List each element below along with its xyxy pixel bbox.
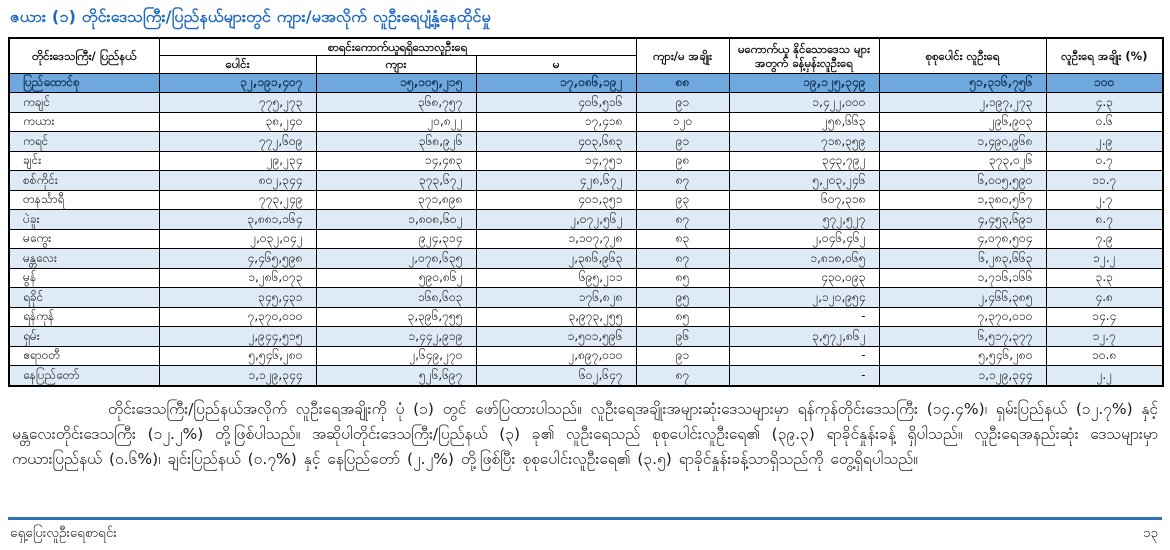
- footer-rule: [8, 517, 1162, 520]
- grand-total-cell: ၆,၀၀၅,၅၉၀: [879, 171, 1046, 191]
- table-row: [9, 268, 1163, 288]
- region-cell: ရခိုင်: [9, 288, 159, 308]
- male-cell: ၂,၆၄၉,၂၇၀: [316, 346, 476, 366]
- population-table: [8, 37, 1164, 387]
- header-female: မ: [476, 56, 636, 73]
- male-cell: ၃၆၈,၇၅၇: [316, 93, 476, 113]
- grand-total-cell: ၄,၄၅၃,၆၉၁: [879, 210, 1046, 230]
- estimated-cell: ၁,၄၂၂,၀၀၀: [729, 93, 879, 113]
- female-cell: ၁,၁၀၇,၇၂၈: [476, 229, 636, 249]
- male-cell: ၃၇၃,၆၇၂: [316, 171, 476, 191]
- female-cell: ၁၄,၇၅၁: [476, 151, 636, 171]
- page-title: ဇယား (၁) တိုင်းဒေသကြီး/ပြည်နယ်များတွင် ကျား/မအလိုက် လူဦးရေပျံ့နှံ့နေထိုင်မှု: [10, 7, 491, 26]
- sex-ratio-cell: ၈၈: [636, 73, 729, 93]
- female-cell: ၁၇,၀၈၆,၁၉၂: [476, 73, 636, 93]
- enumerated-total-cell: ၃၈,၂၄၀: [159, 112, 316, 132]
- estimated-cell: ၇၁၈,၃၅၉: [729, 132, 879, 152]
- percent-cell: ၁၀၀: [1046, 73, 1163, 93]
- table-row: [9, 132, 1163, 152]
- estimated-cell: ၁,၈၁၈,၀၆၅: [729, 249, 879, 269]
- region-cell: မွန်: [9, 268, 159, 288]
- enumerated-total-cell: ၇၇၅,၂၇၃: [159, 93, 316, 113]
- estimated-cell: ၆၀၇,၃၁၈: [729, 190, 879, 210]
- female-cell: ၄၂၈,၆၇၂: [476, 171, 636, 191]
- estimated-cell: ၂,၀၄၆,၄၆၂: [729, 229, 879, 249]
- male-cell: ၁,၈၀၈,၆၀၂: [316, 210, 476, 230]
- female-cell: ၁၇,၄၁၈: [476, 112, 636, 132]
- male-cell: ၁၄,၄၈၃: [316, 151, 476, 171]
- estimated-cell: ၃,၅၇၂,၈၆၂: [729, 327, 879, 347]
- sex-ratio-cell: ၁၂၀: [636, 112, 729, 132]
- grand-total-cell: ၂၉၆,၉၀၃: [879, 112, 1046, 132]
- female-cell: ၂,၈၉၇,၀၁၀: [476, 346, 636, 366]
- percent-cell: ၄.၈: [1046, 288, 1163, 308]
- region-cell: စစ်ကိုင်း: [9, 171, 159, 191]
- region-cell: ရန်ကုန်: [9, 307, 159, 327]
- enumerated-total-cell: ၇၇၂,၆၀၉: [159, 132, 316, 152]
- region-cell: နေပြည်တော်: [9, 366, 159, 386]
- enumerated-total-cell: ၁,၁၂၉,၃၄၄: [159, 366, 316, 386]
- table-row: [9, 249, 1163, 269]
- table-row: [9, 171, 1163, 191]
- sex-ratio-cell: ၈၅: [636, 307, 729, 327]
- estimated-cell: -: [729, 366, 879, 386]
- sex-ratio-cell: ၈၇: [636, 249, 729, 269]
- percent-cell: ၁၀.၈: [1046, 346, 1163, 366]
- enumerated-total-cell: ၂,၀၃၂,၀၄၂: [159, 229, 316, 249]
- percent-cell: ၃.၃: [1046, 268, 1163, 288]
- region-cell: ချင်း: [9, 151, 159, 171]
- table-row: [9, 210, 1163, 230]
- grand-total-cell: ၁,၇၁၆,၁၆၆: [879, 268, 1046, 288]
- male-cell: ၃,၃၉၆,၇၅၅: [316, 307, 476, 327]
- region-cell: တနင်္သာရီ: [9, 190, 159, 210]
- enumerated-total-cell: ၂,၉၄၄,၅၁၅: [159, 327, 316, 347]
- table-row: [9, 112, 1163, 132]
- header-region: တိုင်းဒေသကြီး/ ပြည်နယ်: [9, 38, 159, 73]
- enumerated-total-cell: ၈၀၂,၃၄၄: [159, 171, 316, 191]
- enumerated-total-cell: ၂၉,၂၃၄: [159, 151, 316, 171]
- male-cell: ၅၉၀,၈၆၂: [316, 268, 476, 288]
- estimated-cell: ၂,၁၂၀,၉၅၄: [729, 288, 879, 308]
- header-percent: လူဦးရေ အချိုး (%): [1046, 38, 1163, 73]
- grand-total-cell: ၂,၄၆၆,၃၈၅: [879, 288, 1046, 308]
- region-cell: မန္တလေး: [9, 249, 159, 269]
- enumerated-total-cell: ၃၂,၁၉၁,၄၀၇: [159, 73, 316, 93]
- table-row: [9, 151, 1163, 171]
- percent-cell: ၇.၉: [1046, 229, 1163, 249]
- female-cell: ၆၉၅,၂၁၁: [476, 268, 636, 288]
- table-row: [9, 73, 1163, 93]
- sex-ratio-cell: ၈၃: [636, 229, 729, 249]
- estimated-cell: ၂၅၈,၆၆၃: [729, 112, 879, 132]
- header-total: ပေါင်း: [159, 56, 316, 73]
- grand-total-cell: ၆,၅၁၇,၃၇၇: [879, 327, 1046, 347]
- enumerated-total-cell: ၅,၅၄၆,၂၈၀: [159, 346, 316, 366]
- estimated-cell: ၁၉,၁၂၅,၃၄၉: [729, 73, 879, 93]
- sex-ratio-cell: ၉၁: [636, 346, 729, 366]
- female-cell: ၂,၀၇၂,၅၆၂: [476, 210, 636, 230]
- grand-total-cell: ၂,၁၉၇,၂၇၃: [879, 93, 1046, 113]
- footer-page-number: ၁၃: [1142, 525, 1158, 541]
- header-estimated: မကောက်ယူ နိုင်သောဒေသ များအတွက် ခန့်မှန်းလူဦးရေ: [729, 38, 879, 73]
- header-male: ကျား: [316, 56, 476, 73]
- enumerated-total-cell: ၃,၈၈၁,၁၆၄: [159, 210, 316, 230]
- table-row: [9, 288, 1163, 308]
- region-cell: ကရင်: [9, 132, 159, 152]
- header-sex-ratio: ကျား/မ အချိုး: [636, 38, 729, 73]
- table-row: [9, 190, 1163, 210]
- table-row: [9, 93, 1163, 113]
- enumerated-total-cell: ၁,၂၈၆,၀၇၃: [159, 268, 316, 288]
- grand-total-cell: ၁,၃၈၀,၅၆၇: [879, 190, 1046, 210]
- female-cell: ၁၇၆,၈၂၈: [476, 288, 636, 308]
- female-cell: ၂,၃၈၆,၉၆၃: [476, 249, 636, 269]
- percent-cell: ၁၂.၂: [1046, 249, 1163, 269]
- female-cell: ၃,၉၇၃,၂၅၅: [476, 307, 636, 327]
- male-cell: ၂၀,၈၂၂: [316, 112, 476, 132]
- male-cell: ၂,၀၇၈,၆၃၅: [316, 249, 476, 269]
- female-cell: ၄၀၃,၆၈၃: [476, 132, 636, 152]
- estimated-cell: ၄၃၀,၀၉၃: [729, 268, 879, 288]
- region-cell: ပြည်ထောင်စု: [9, 73, 159, 93]
- sex-ratio-cell: ၉၃: [636, 190, 729, 210]
- enumerated-total-cell: ၃၄၅,၄၃၁: [159, 288, 316, 308]
- estimated-cell: ၃၄၃,၇၉၂: [729, 151, 879, 171]
- table-row: [9, 307, 1163, 327]
- male-cell: ၉၂၄,၃၁၄: [316, 229, 476, 249]
- region-cell: ပဲခူး: [9, 210, 159, 230]
- grand-total-cell: ၁,၁၂၉,၃၄၄: [879, 366, 1046, 386]
- male-cell: ၅၂၆,၆၉၇: [316, 366, 476, 386]
- sex-ratio-cell: ၈၅: [636, 268, 729, 288]
- percent-cell: ၂.၉: [1046, 132, 1163, 152]
- percent-cell: ၂.၂: [1046, 366, 1163, 386]
- female-cell: ၆၀၂,၆၄၇: [476, 366, 636, 386]
- footer-label: ရှေ့ပြေးလူဦးရေစာရင်း: [10, 525, 117, 541]
- percent-cell: ၁၂.၇: [1046, 327, 1163, 347]
- table-row: [9, 346, 1163, 366]
- grand-total-cell: ၇,၃၇၀,၀၁၀: [879, 307, 1046, 327]
- enumerated-total-cell: ၇၇၃,၂၄၉: [159, 190, 316, 210]
- region-cell: မကွေး: [9, 229, 159, 249]
- enumerated-total-cell: ၇,၃၇၀,၀၁၀: [159, 307, 316, 327]
- table-header: [9, 38, 1163, 73]
- table-row: [9, 229, 1163, 249]
- female-cell: ၄၀၆,၅၁၆: [476, 93, 636, 113]
- male-cell: ၁၆၈,၆၀၃: [316, 288, 476, 308]
- region-cell: ကယား: [9, 112, 159, 132]
- sex-ratio-cell: ၈၇: [636, 210, 729, 230]
- table-body: [9, 73, 1163, 386]
- estimated-cell: ၅၇၂,၅၂၇: [729, 210, 879, 230]
- header-grand-total: စုစုပေါင်း လူဦးရေ: [879, 38, 1046, 73]
- table-row: [9, 366, 1163, 386]
- region-cell: ကချင်: [9, 93, 159, 113]
- grand-total-cell: ၅,၅၄၆,၂၈၀: [879, 346, 1046, 366]
- region-cell: ဧရာဝတီ: [9, 346, 159, 366]
- male-cell: ၁,၄၄၂,၉၁၉: [316, 327, 476, 347]
- percent-cell: ၄.၃: [1046, 93, 1163, 113]
- body-paragraph: တိုင်းဒေသကြီး/ပြည်နယ်အလိုက် လူဦးရေအချိုးကို ပုံ (၁) တွင် ဖော်ပြထားပါသည်။ လူဦးရေအချိုးအများဆုံးဒေသများမှာ ရန်ကုန်တိုင်းဒေသကြီး (၁၄.၄%)၊ ရှမ်းပြည်နယ် (၁၂.၇%) နှင့် မန္တလေးတိုင်းဒေသကြီး (၁၂.၂%) တို့ဖြစ်ပါသည်။ အဆိုပါတိုင်းဒေသကြီး/ပြည်နယ် (၃) ခု၏ လူဦးရေသည် စုစုပေါင်းလူဦးရေ၏ (၃၉.၃) ရာခိုင်နှုန်းခန့် ရှိပါသည်။ လူဦးရေအနည်းဆုံး ဒေသများမှာ ကယားပြည်နယ် (၀.၆%)၊ ချင်းပြည်နယ် (၀.၇%) နှင့် နေပြည်တော် (၂.၂%) တို့ဖြစ်ပြီး စုစုပေါင်းလူဦးရေ၏ (၃.၅) ရာခိုင်နှုန်းခန့်သာရှိသည်ကို တွေ့ရှိရပါသည်။: [12, 399, 1158, 468]
- sex-ratio-cell: ၉၈: [636, 151, 729, 171]
- female-cell: ၄၀၁,၃၅၁: [476, 190, 636, 210]
- grand-total-cell: ၅၁,၃၁၆,၇၅၆: [879, 73, 1046, 93]
- grand-total-cell: ၃၇၃,၀၂၆: [879, 151, 1046, 171]
- sex-ratio-cell: ၉၁: [636, 132, 729, 152]
- header-enumerated-group: စာရင်းကောက်ယူရရှိသောလူဦးရေ: [159, 38, 636, 56]
- female-cell: ၁,၅၀၁,၅၉၆: [476, 327, 636, 347]
- estimated-cell: ၅,၂၀၃,၂၄၆: [729, 171, 879, 191]
- grand-total-cell: ၆,၂၈၃,၆၆၃: [879, 249, 1046, 269]
- sex-ratio-cell: ၉၅: [636, 288, 729, 308]
- estimated-cell: -: [729, 307, 879, 327]
- sex-ratio-cell: ၈၇: [636, 366, 729, 386]
- percent-cell: ၁၁.၇: [1046, 171, 1163, 191]
- percent-cell: ၁၄.၄: [1046, 307, 1163, 327]
- percent-cell: ၂.၇: [1046, 190, 1163, 210]
- estimated-cell: -: [729, 346, 879, 366]
- percent-cell: ၀.၆: [1046, 112, 1163, 132]
- page-footer: [8, 517, 1162, 544]
- sex-ratio-cell: ၉၁: [636, 93, 729, 113]
- grand-total-cell: ၄,၀၇၈,၅၀၄: [879, 229, 1046, 249]
- male-cell: ၁၅,၁၀၅,၂၁၅: [316, 73, 476, 93]
- percent-cell: ၀.၇: [1046, 151, 1163, 171]
- table-row: [9, 327, 1163, 347]
- sex-ratio-cell: ၈၇: [636, 171, 729, 191]
- sex-ratio-cell: ၉၆: [636, 327, 729, 347]
- grand-total-cell: ၁,၄၉၀,၉၆၈: [879, 132, 1046, 152]
- percent-cell: ၈.၇: [1046, 210, 1163, 230]
- male-cell: ၃၆၈,၉၂၆: [316, 132, 476, 152]
- region-cell: ရှမ်း: [9, 327, 159, 347]
- enumerated-total-cell: ၄,၄၆၅,၅၉၈: [159, 249, 316, 269]
- male-cell: ၃၇၁,၈၉၈: [316, 190, 476, 210]
